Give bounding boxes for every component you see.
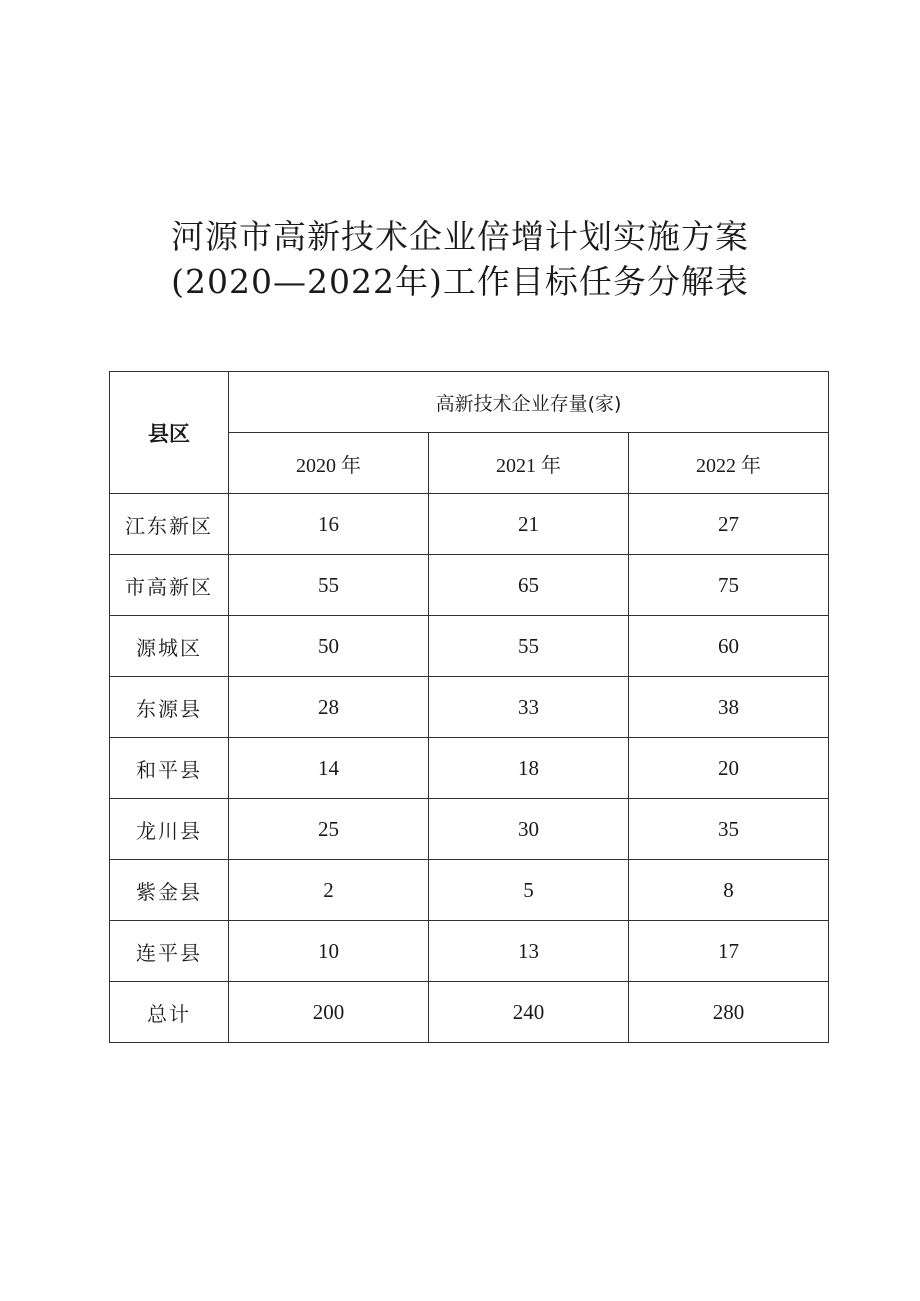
enterprise-count: 75 — [629, 555, 829, 616]
table-body — [110, 494, 829, 1043]
enterprise-count: 14 — [229, 738, 429, 799]
enterprise-count: 28 — [229, 677, 429, 738]
enterprise-stock-header: 高新技术企业存量(家) — [229, 372, 829, 433]
county-column-header: 县区 — [110, 372, 229, 494]
county-name: 连平县 — [110, 921, 229, 982]
county-name: 东源县 — [110, 677, 229, 738]
enterprise-count: 30 — [429, 799, 629, 860]
table-row — [110, 616, 829, 677]
enterprise-count: 8 — [629, 860, 829, 921]
enterprise-count: 20 — [629, 738, 829, 799]
table-row — [110, 860, 829, 921]
county-name: 江东新区 — [110, 494, 229, 555]
year-header: 2022 年 — [629, 433, 829, 494]
year-header: 2020 年 — [229, 433, 429, 494]
enterprise-count: 55 — [229, 555, 429, 616]
county-name: 源城区 — [110, 616, 229, 677]
enterprise-count: 50 — [229, 616, 429, 677]
enterprise-count: 16 — [229, 494, 429, 555]
table-header-row — [110, 372, 829, 433]
enterprise-count: 200 — [229, 982, 429, 1043]
enterprise-count: 38 — [629, 677, 829, 738]
enterprise-count: 240 — [429, 982, 629, 1043]
table-row — [110, 677, 829, 738]
enterprise-count: 60 — [629, 616, 829, 677]
year-header: 2021 年 — [429, 433, 629, 494]
enterprise-count: 27 — [629, 494, 829, 555]
enterprise-count: 35 — [629, 799, 829, 860]
table-row — [110, 799, 829, 860]
enterprise-count: 33 — [429, 677, 629, 738]
county-name: 市高新区 — [110, 555, 229, 616]
total-row — [110, 982, 829, 1043]
enterprise-count: 18 — [429, 738, 629, 799]
document-title-line-2: (2020—2022年)工作目标任务分解表 — [171, 262, 749, 301]
table-row — [110, 494, 829, 555]
county-name: 紫金县 — [110, 860, 229, 921]
enterprise-count: 13 — [429, 921, 629, 982]
table-row — [110, 921, 829, 982]
enterprise-count: 21 — [429, 494, 629, 555]
table-row — [110, 555, 829, 616]
county-name: 龙川县 — [110, 799, 229, 860]
enterprise-count: 2 — [229, 860, 429, 921]
enterprise-count: 5 — [429, 860, 629, 921]
county-name: 总计 — [110, 982, 229, 1043]
enterprise-count: 55 — [429, 616, 629, 677]
target-breakdown-table — [109, 371, 829, 1043]
enterprise-count: 25 — [229, 799, 429, 860]
enterprise-count: 65 — [429, 555, 629, 616]
county-name: 和平县 — [110, 738, 229, 799]
enterprise-count: 280 — [629, 982, 829, 1043]
enterprise-count: 10 — [229, 921, 429, 982]
document-title-line-1: 河源市高新技术企业倍增计划实施方案 — [171, 217, 749, 256]
table-row — [110, 738, 829, 799]
enterprise-count: 17 — [629, 921, 829, 982]
